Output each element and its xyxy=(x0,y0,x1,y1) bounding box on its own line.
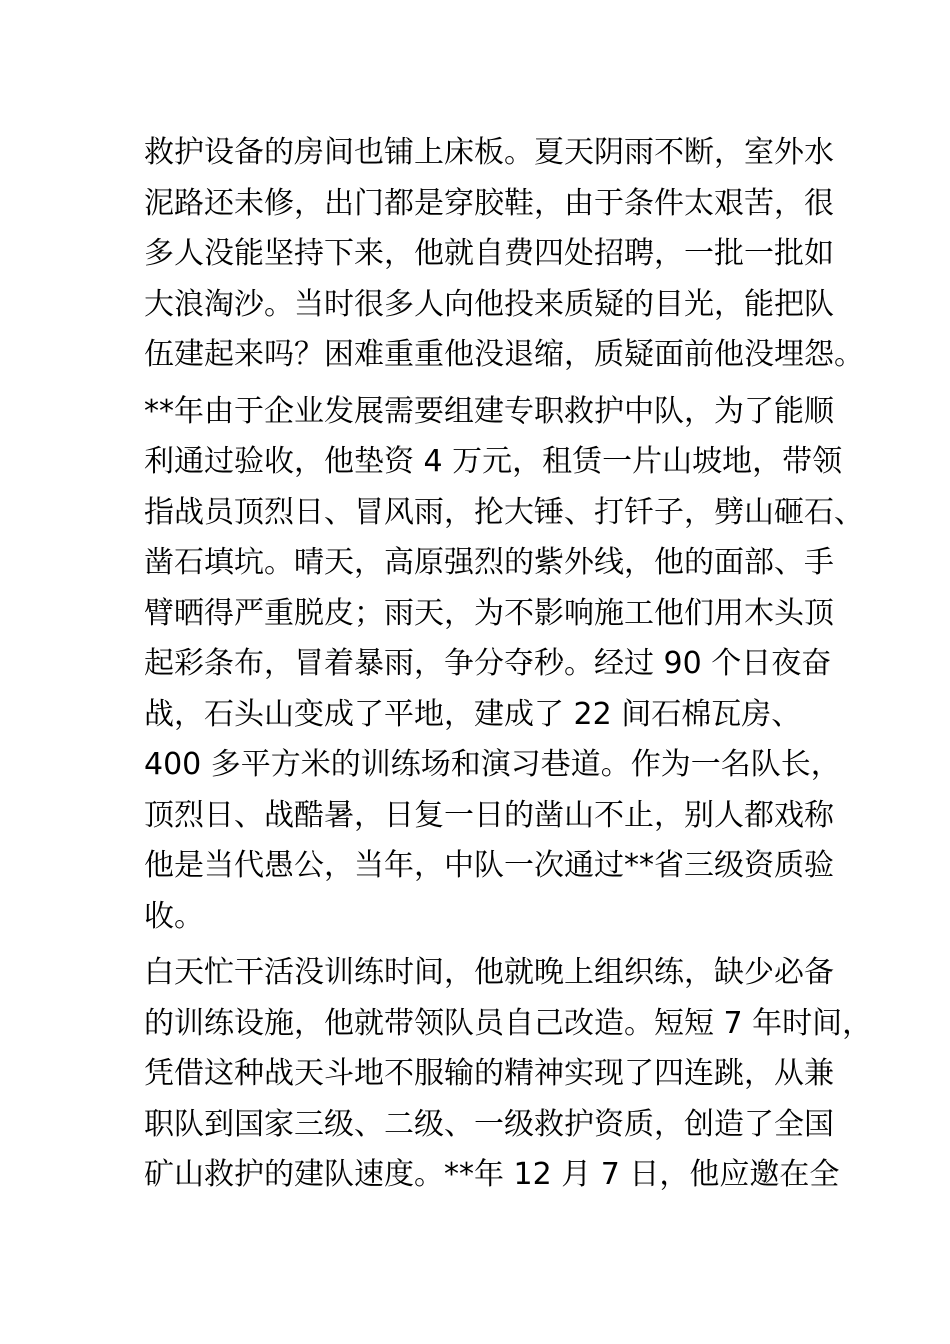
paragraph-line: 收。 xyxy=(144,898,204,934)
paragraph-3 xyxy=(144,948,873,1201)
paragraph-line: 指战员顶烈日、冒风雨，抡大锤、打钎子，劈山砸石、 xyxy=(144,494,864,530)
paragraph-line: 他是当代愚公，当年，中队一次通过**省三级资质验 xyxy=(144,848,834,883)
paragraph-line: 臂晒得严重脱皮；雨天，为不影响施工他们用木头顶 xyxy=(144,595,834,631)
paragraph-line: **年由于企业发展需要组建专职救护中队，为了能顺 xyxy=(144,393,834,429)
paragraph-line: 白天忙干活没训练时间，他就晚上组织练，缺少必备 xyxy=(144,955,834,990)
paragraph-line: 多人没能坚持下来，他就自费四处招聘，一批一批如 xyxy=(144,236,834,271)
paragraph-line: 400 多平方米的训练场和演习巷道。作为一名队长， xyxy=(144,747,841,782)
paragraph-line: 大浪淘沙。当时很多人向他投来质疑的目光，能把队 xyxy=(144,286,834,322)
paragraph-2 xyxy=(144,387,864,943)
paragraph-line: 的训练设施，他就带领队员自己改造。短短 7 年时间， xyxy=(144,1005,873,1041)
paragraph-line: 起彩条布，冒着暴雨，争分夺秒。经过 90 个日夜奋 xyxy=(144,646,832,681)
paragraph-line: 矿山救护的建队速度。**年 12 月 7 日，他应邀在全 xyxy=(144,1157,840,1192)
paragraph-line: 利通过验收，他垫资 4 万元，租赁一片山坡地，带领 xyxy=(144,444,843,479)
paragraph-1 xyxy=(144,128,864,381)
paragraph-line: 顶烈日、战酷暑，日复一日的凿山不止，别人都戏称 xyxy=(144,797,834,833)
paragraph-line: 职队到国家三级、二级、一级救护资质，创造了全国 xyxy=(144,1106,834,1142)
paragraph-line: 伍建起来吗？困难重重他没退缩，质疑面前他没埋怨。 xyxy=(144,337,864,372)
paragraph-line: 救护设备的房间也铺上床板。夏天阴雨不断，室外水 xyxy=(144,135,834,170)
paragraph-line: 凿石填坑。晴天，高原强烈的紫外线，他的面部、手 xyxy=(144,545,834,580)
paragraph-line: 战，石头山变成了平地，建成了 22 间石棉瓦房、 xyxy=(144,696,802,732)
paragraph-line: 泥路还未修，出门都是穿胶鞋，由于条件太艰苦，很 xyxy=(144,185,834,221)
paragraph-line: 凭借这种战天斗地不服输的精神实现了四连跳，从兼 xyxy=(144,1056,834,1091)
document-body xyxy=(144,128,873,1201)
